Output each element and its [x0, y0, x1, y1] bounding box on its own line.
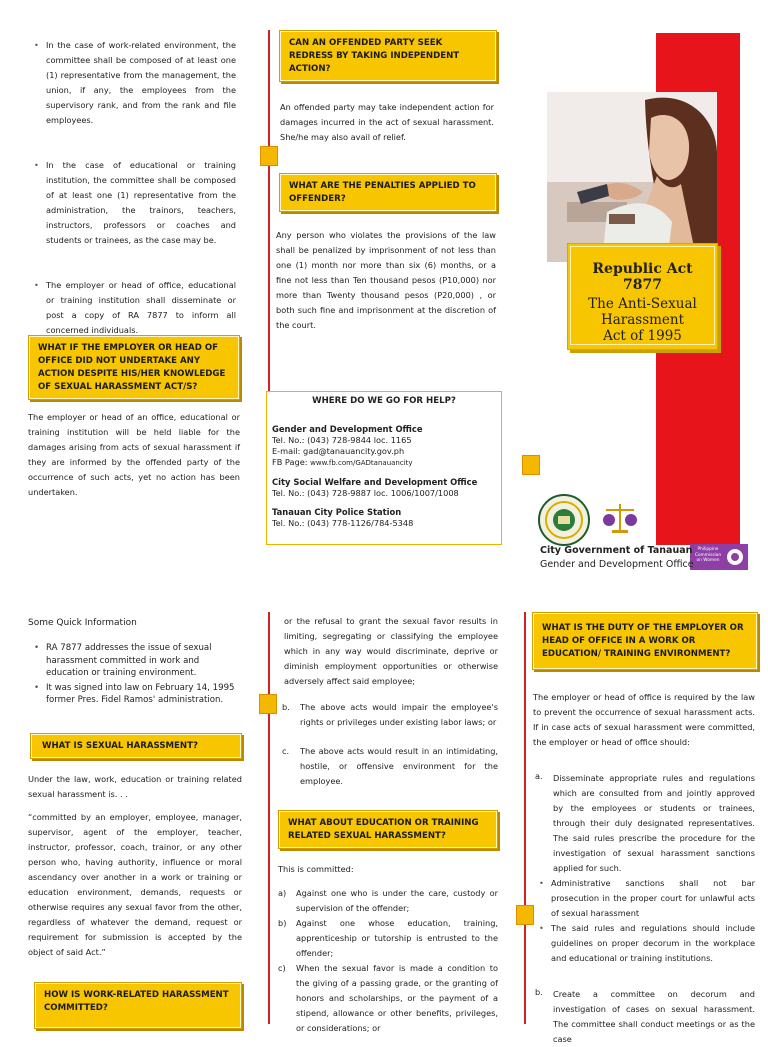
duty-item-b: [533, 987, 755, 1047]
phone-number: Tel. No.: (043) 728-9844 loc. 1165: [272, 435, 412, 445]
org-name: Gender and Development Office: [272, 424, 423, 434]
document-subtitle-line: Act of 1995: [603, 328, 682, 344]
redress-paragraph: An offended party may take independent action for damages incurred in the act of sexual harassment. She/he may also avail of relief.: [280, 102, 494, 142]
duty-item-a: [533, 771, 755, 966]
help-header: WHERE DO WE GO FOR HELP?: [312, 396, 456, 406]
list-item: • In the case of educational or training institution, the committee shall be composed of at least one (1) representative from the administration, the trainors, teachers, instructors, professors or coaches and students or trainees, as the case may be.: [28, 158, 236, 248]
definition-quote: “committed by an employer, employee, manager, supervisor, agent of the employer, teacher, instructor, professor, coach, trainor, or any other person who, having authority, influence or moral ascendancy over another in a work or training or education environment, demands, requests or otherwise requires any sexual favor from the other, regardless of whatever the demand, request or requirement for submission is accepted by the object of said Act.”: [28, 812, 242, 957]
list-item-text: Against one whose education, training, apprenticeship or tutorship is entrusted to the offender;: [296, 918, 498, 958]
continued-paragraph: or the refusal to grant the sexual favor results in limiting, segregating or classifying the employee which in any way would discriminate, deprive or diminish employment opportunities or otherwise adversely affect said employee;: [284, 616, 498, 686]
list-marker: b): [278, 918, 287, 928]
list-marker: c.: [282, 746, 290, 756]
list-item: • The employer or head of office, educational or training institution shall disseminate or post a copy of RA 7877 to inform all concerned individuals.: [28, 278, 236, 338]
list-item: • In the case of work-related environment, the committee shall be composed of at least one (1) representative from the management, the union, if any, the employees from the supervisory rank, and from the rank and file employees.: [28, 38, 236, 128]
pcw-text: Philippine Commission on Women: [694, 547, 722, 563]
city-name: City Government of Tanauan: [540, 545, 693, 556]
document-subtitle-line: Harassment: [600, 312, 685, 328]
list-marker: b.: [535, 987, 543, 997]
duty-paragraph: The employer or head of office is required by the law to prevent the occurrence of sexual harassment acts. If in case acts of sexual harassment were committed, the employer or head of office should:: [533, 692, 755, 747]
document-subtitle-line: The Anti-Sexual: [588, 296, 697, 312]
fb-page-link[interactable]: www.fb.com/GADtanauancity: [310, 459, 413, 467]
email-address: E-mail: gad@tanauancity.gov.ph: [272, 446, 405, 456]
fb-page-label: FB Page:: [272, 457, 311, 467]
intro-heading: Some Quick Information: [28, 618, 137, 628]
list-marker: a): [278, 888, 287, 898]
list-item-text: Create a committee on decorum and investigation of cases on sexual harassment. The committee shall conduct meetings or as the case: [553, 989, 755, 1044]
list-marker: b.: [282, 702, 290, 712]
list-item: • It was signed into law on February 14, 1995 former Pres. Fidel Ramos' administration.: [28, 682, 238, 707]
penalties-paragraph: Any person who violates the provisions of the law shall be penalized by imprisonment of not less than one (1) month nor more than six (6) months, or a fine not less than Ten thousand pesos (P10,000) nor more than Twenty thousand pesos (P20,000) , or both such fine and imprisonment at the discretion of the court.: [276, 230, 496, 330]
section-header-text: HOW IS WORK-RELATED HARASSMENT COMMITTED?: [35, 983, 241, 1028]
list-item: • Administrative sanctions shall not bar prosecution in the proper court for unlawful acts of sexual harassment: [533, 876, 755, 921]
org-name: City Social Welfare and Development Office: [272, 477, 478, 487]
list-item-text: The above acts would impair the employee's rights or privileges under existing labor laws; or: [300, 702, 498, 727]
section-header-text: CAN AN OFFENDED PARTY SEEK REDRESS BY TAKING INDEPENDENT ACTION?: [280, 31, 496, 81]
section-header-text: WHAT IS THE DUTY OF THE EMPLOYER OR HEAD OF OFFICE IN A WORK OR EDUCATION/ TRAINING ENVIRONMENT?: [533, 613, 757, 669]
list-marker: c): [278, 963, 286, 973]
list-item-text: Against one who is under the care, custody or supervision of the offender;: [296, 888, 498, 913]
liability-paragraph: The employer or head of an office, educational or training institution will be held liable for the damages arising from acts of sexual harassment if they are informed by the offended party of the occurrence of such acts, yet no action has been undertaken.: [28, 412, 240, 497]
list-item: • The said rules and regulations should include guidelines on proper decorum in the workplace and educational or training institutions.: [533, 921, 755, 966]
list-item-text: When the sexual favor is made a condition to the giving of a passing grade, or the granting of honors and scholarships, or the payment of a stipend, allowance or other benefits, privileges, or considerations; or: [296, 963, 498, 1033]
list-item-text: Disseminate appropriate rules and regulations which are consulted from and jointly approved by the employees or students or trainees, through their duly designated representatives. The said rules prescribe the procedure for the investigation of sexual harassment sanctions applied for such.: [553, 773, 755, 873]
sub-bullets: [533, 876, 755, 966]
section-header-text: WHAT IF THE EMPLOYER OR HEAD OF OFFICE DID NOT UNDERTAKE ANY ACTION DESPITE HIS/HER KNOWLEDGE OF SEXUAL HARASSMENT ACT/S?: [29, 336, 239, 399]
office-name: Gender and Development Office: [540, 559, 694, 570]
section-header-text: WHAT ABOUT EDUCATION OR TRAINING RELATED SEXUAL HARASSMENT?: [279, 811, 497, 848]
document-title: Republic Act 7877: [592, 261, 693, 293]
section-header-text: WHAT IS SEXUAL HARASSMENT?: [31, 734, 241, 758]
org-name: Tanauan City Police Station: [272, 507, 402, 517]
committed-intro: This is committed:: [278, 864, 354, 874]
section-header: [532, 612, 758, 670]
list-item-text: The above acts would result in an intimidating, hostile, or offensive environment for the employee.: [300, 746, 498, 786]
definition-intro: Under the law, work, education or training related sexual harassment is. . .: [28, 774, 242, 799]
list-item: • RA 7877 addresses the issue of sexual harassment committed in work and education or training environment.: [28, 642, 238, 680]
section-header-text: WHAT ARE THE PENALTIES APPLIED TO OFFENDER?: [280, 174, 496, 211]
phone-number: Tel. No.: (043) 778-1126/784-5348: [272, 518, 414, 528]
phone-number: Tel. No.: (043) 728-9887 loc. 1006/1007/1008: [272, 488, 459, 498]
list-marker: a.: [535, 771, 543, 781]
